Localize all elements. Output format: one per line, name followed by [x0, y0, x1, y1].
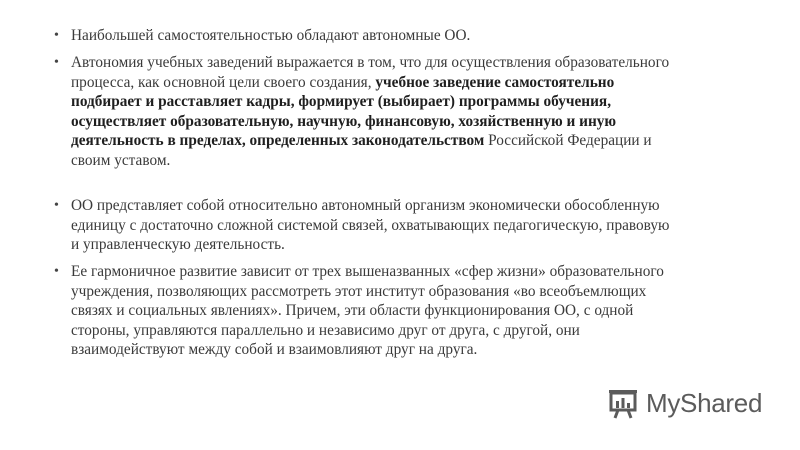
bullet-bold-text: учебное заведение самостоятельно подбирает и расставляет кадры, формирует (выбирает) программы обучения, осуществляет образовательную, научную, финансовую, хозяйственную и иную деятельность в пределах, определенных законодательством — [71, 73, 617, 149]
bullet-item — [54, 53, 671, 170]
presentation-board-icon — [606, 386, 640, 420]
myshared-logo[interactable] — [606, 386, 766, 420]
bullet-item — [54, 196, 671, 255]
bullet-dot: • — [54, 28, 59, 43]
logo-text: MyShared — [646, 388, 763, 418]
bullet-text: Ее гармоничное развитие зависит от трех вышеназванных «сфер жизни» образовательного учреждения, позволяющих рассмотреть этот институт образования «во всеобъемлющих связях и социальных явлениях». Причем, эти области функционирования ОО, с одной стороны, управляются параллельно и независимо друг от друга, с другой, они взаимодействуют между собой и взаимовлияют друг на друга. — [71, 263, 664, 358]
bullet-text: Наибольшей самостоятельностью обладают автономные ОО. — [71, 27, 471, 44]
bullet-text: ОО представляет собой относительно автономный организм экономически обособленную единицу с достаточно сложной системой связей, охватывающих педагогическую, правовую и управленческую деятельность. — [71, 197, 670, 253]
bullet-item — [54, 26, 671, 46]
bullet-dot: • — [54, 264, 59, 279]
bullet-text: Автономия учебных заведений выражается в том, что для осуществления образовательного процесса, как основной цели своего создания, — [71, 54, 670, 91]
bullet-dot: • — [54, 198, 59, 213]
bullet-text: Российской Федерации и своим уставом. — [71, 132, 652, 169]
bullet-dot: • — [54, 55, 59, 70]
bullet-item — [54, 262, 671, 360]
